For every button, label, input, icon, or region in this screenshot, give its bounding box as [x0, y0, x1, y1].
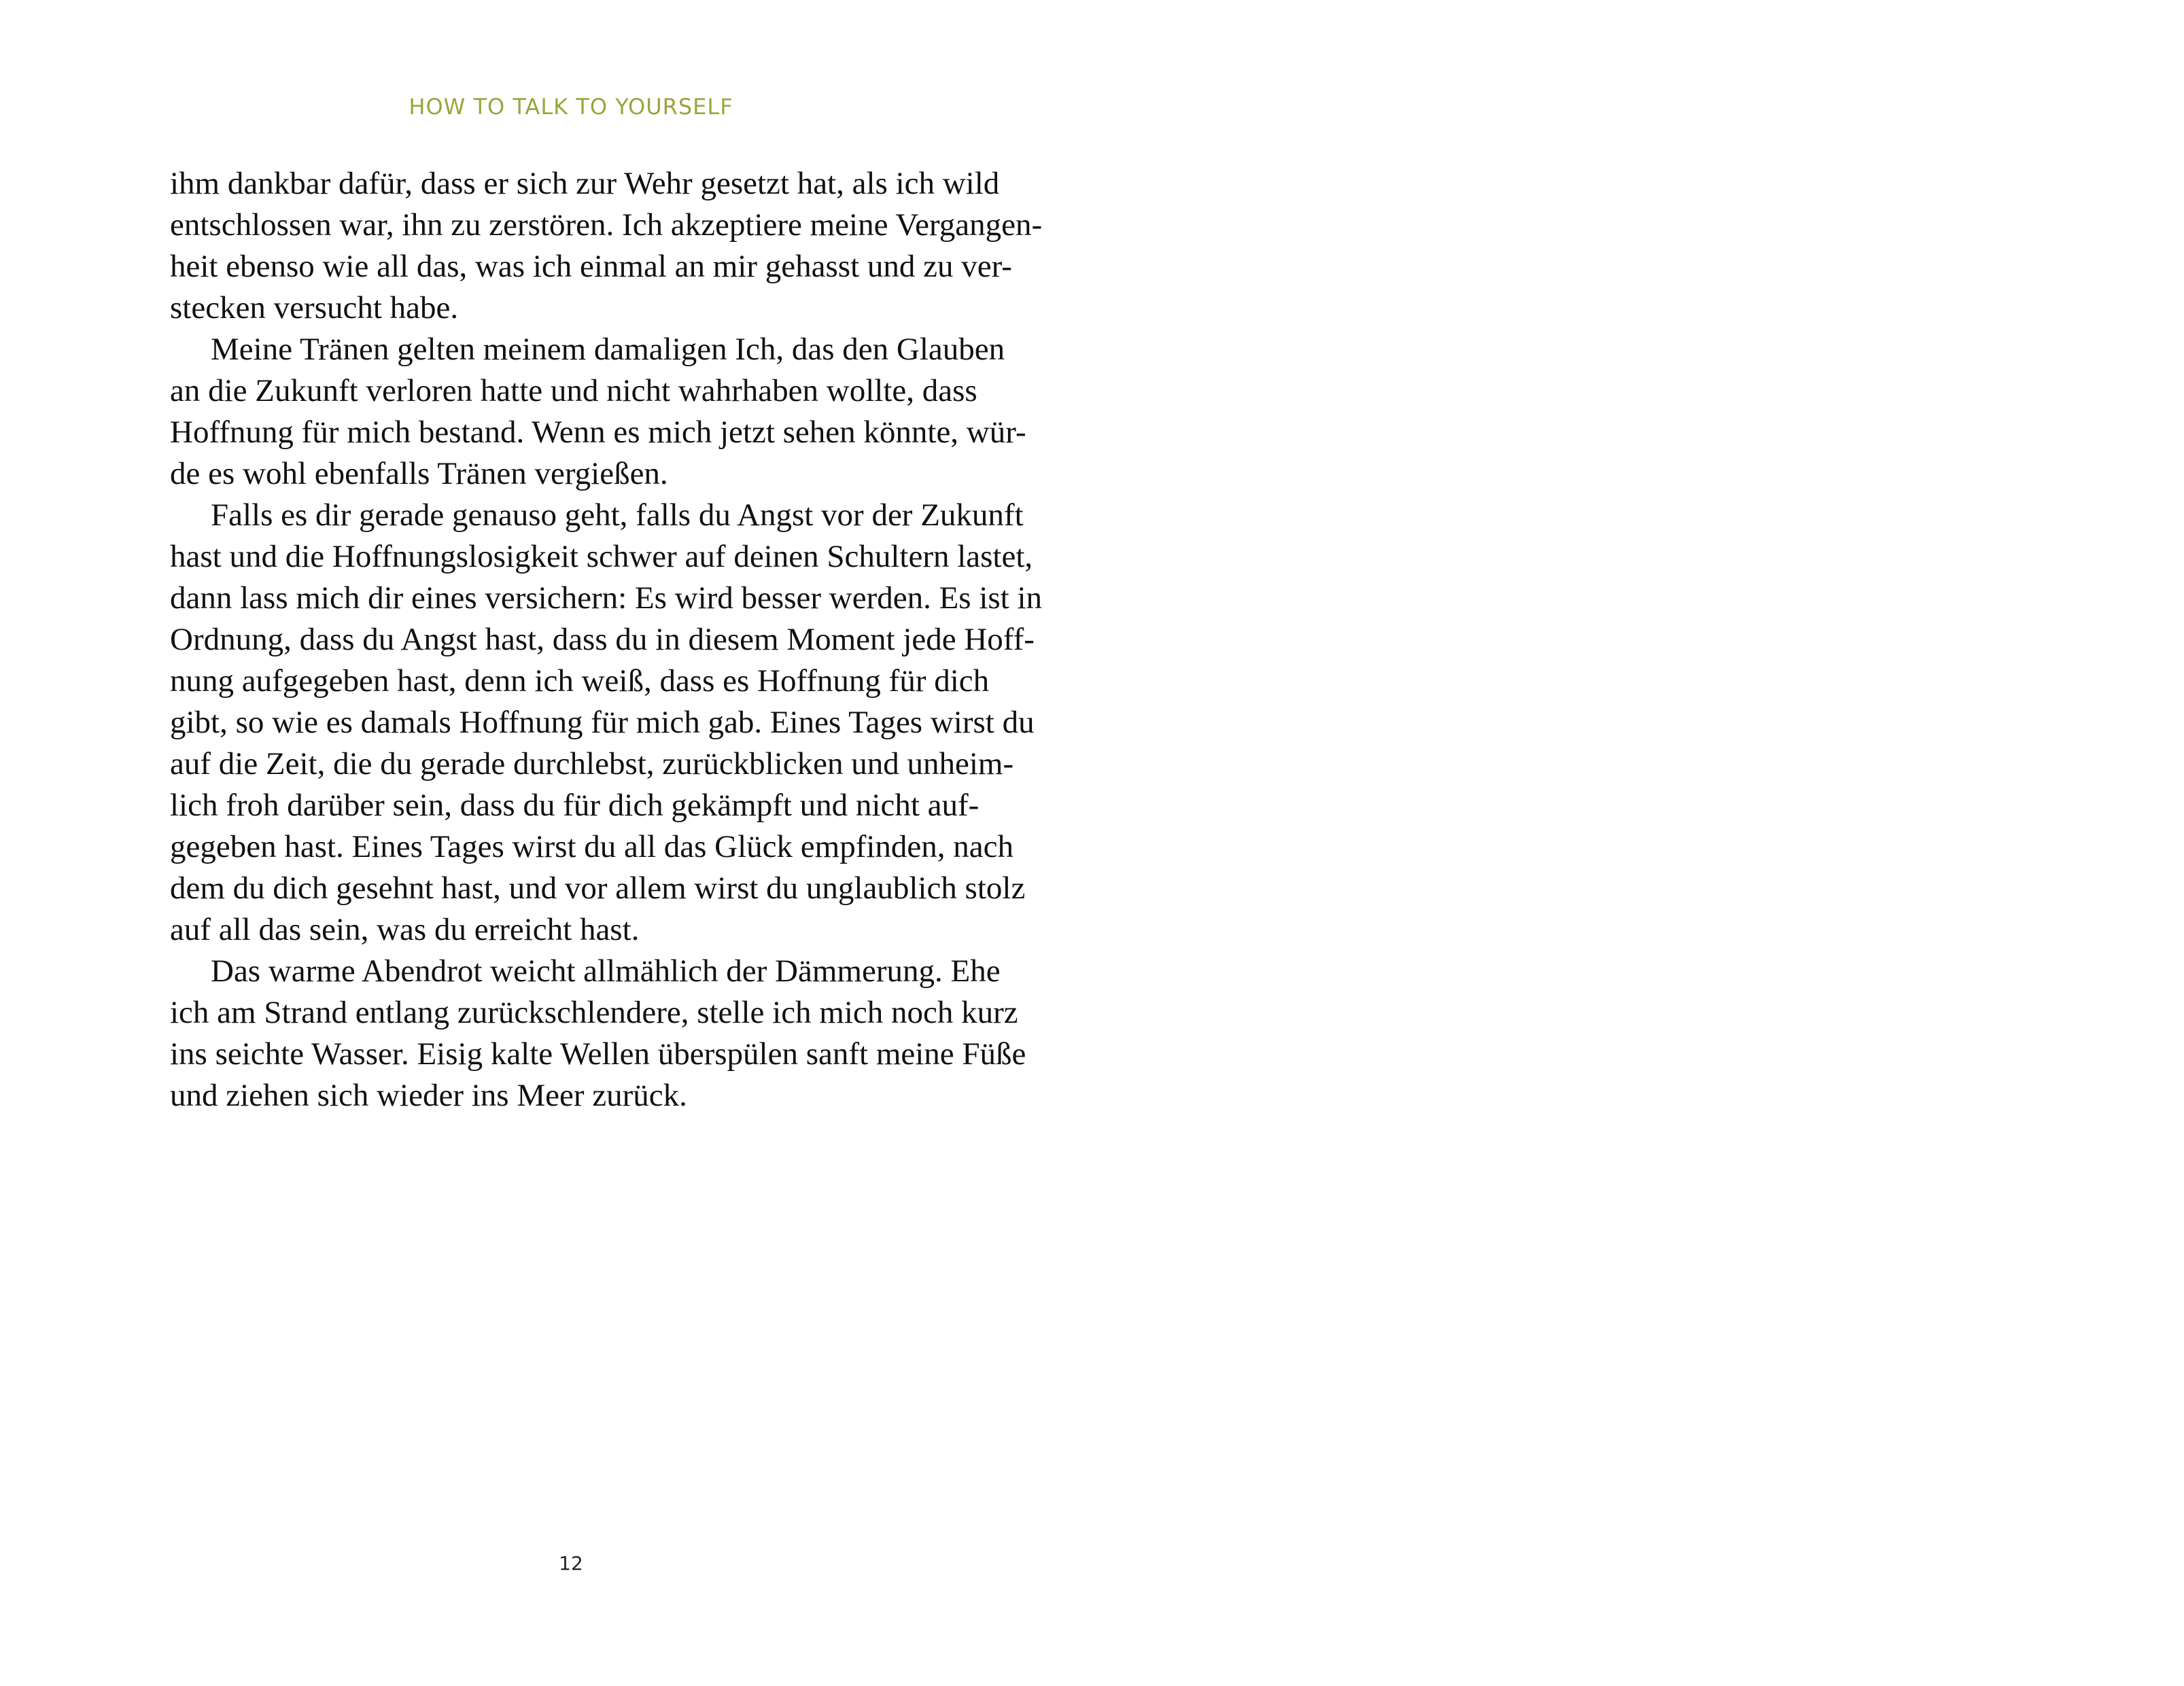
text-line: stecken versucht habe.: [170, 290, 459, 326]
text-line: heit ebenso wie all das, was ich einmal an mir gehasst und zu ver-: [170, 249, 1012, 284]
running-header: HOW TO TALK TO YOURSELF: [409, 94, 733, 120]
body-text: [170, 163, 1043, 1117]
text-line: an die Zukunft verloren hatte und nicht wahrhaben wollte, dass: [170, 373, 977, 408]
text-line: Das warme Abendrot weicht allmählich der Dämmerung. Ehe: [211, 953, 1001, 989]
text-line: Meine Tränen gelten meinem damaligen Ich, das den Glauben: [211, 332, 1005, 367]
text-line: de es wohl ebenfalls Tränen vergießen.: [170, 456, 668, 491]
text-line: dem du dich gesehnt hast, und vor allem wirst du unglaublich stolz: [170, 871, 1026, 906]
text-line: auf all das sein, was du erreicht hast.: [170, 912, 640, 947]
text-line: dann lass mich dir eines versichern: Es wird besser werden. Es ist in: [170, 580, 1043, 616]
text-line: ins seichte Wasser. Eisig kalte Wellen überspülen sanft meine Füße: [170, 1036, 1026, 1072]
text-line: Hoffnung für mich bestand. Wenn es mich jetzt sehen könnte, wür-: [170, 415, 1026, 450]
text-line: gegeben hast. Eines Tages wirst du all das Glück empfinden, nach: [170, 829, 1014, 864]
text-line: gibt, so wie es damals Hoffnung für mich gab. Eines Tages wirst du: [170, 705, 1035, 740]
text-line: entschlossen war, ihn zu zerstören. Ich akzeptiere meine Vergangen-: [170, 207, 1043, 243]
text-line: ihm dankbar dafür, dass er sich zur Wehr gesetzt hat, als ich wild: [170, 166, 1000, 201]
page-number: 12: [559, 1552, 583, 1575]
text-line: nung aufgegeben hast, denn ich weiß, dass es Hoffnung für dich: [170, 663, 990, 699]
text-line: ich am Strand entlang zurückschlendere, stelle ich mich noch kurz: [170, 995, 1018, 1030]
text-line: und ziehen sich wieder ins Meer zurück.: [170, 1078, 687, 1113]
text-line: hast und die Hoffnungslosigkeit schwer auf deinen Schultern lastet,: [170, 539, 1033, 574]
text-line: auf die Zeit, die du gerade durchlebst, zurückblicken und unheim-: [170, 746, 1014, 781]
text-line: Falls es dir gerade genauso geht, falls du Angst vor der Zukunft: [211, 497, 1024, 533]
text-line: Ordnung, dass du Angst hast, dass du in diesem Moment jede Hoff-: [170, 622, 1035, 657]
text-line: lich froh darüber sein, dass du für dich gekämpft und nicht auf-: [170, 788, 980, 823]
